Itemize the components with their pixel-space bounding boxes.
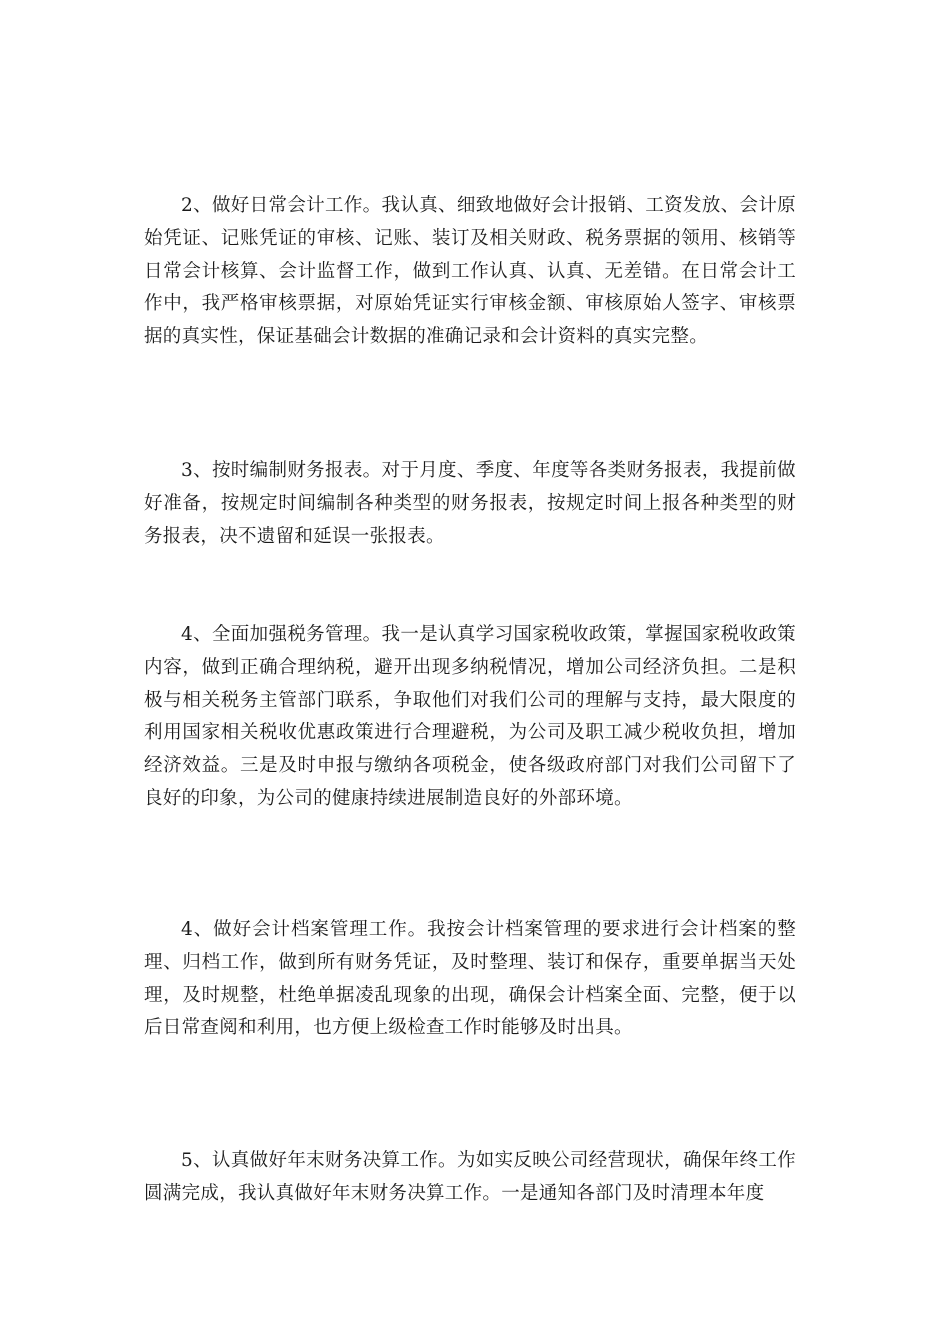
paragraph-daily-accounting: 2、做好日常会计工作。我认真、细致地做好会计报销、工资发放、会计原始凭证、记账凭证的审核、记账、装订及相关财政、税务票据的领用、核销等日常会计核算、会计监督工作，做到工作认真、认真、无差错。在日常会计工作中，我严格审核票据，对原始凭证实行审核金额、审核原始人签字、审核票据的真实性，保证基础会计数据的准确记录和会计资料的真实完整。 (144, 195, 796, 348)
paragraph-financial-statements: 3、按时编制财务报表。对于月度、季度、年度等各类财务报表，我提前做好准备，按规定时间编制各种类型的财务报表，按规定时间上报各种类型的财务报表，决不遗留和延误一张报表。 (144, 460, 796, 547)
paragraph-tax-management: 4、全面加强税务管理。我一是认真学习国家税收政策，掌握国家税收政策内容，做到正确合理纳税，避开出现多纳税情况，增加公司经济负担。二是积极与相关税务主管部门联系，争取他们对我们公司的理解与支持，最大限度的利用国家相关税收优惠政策进行合理避税，为公司及职工减少税收负担，增加经济效益。三是及时申报与缴纳各项税金，使各级政府部门对我们公司留下了良好的印象，为公司的健康持续进展制造良好的外部环境。 (144, 624, 796, 809)
paragraph-year-end-settlement: 5、认真做好年末财务决算工作。为如实反映公司经营现状，确保年终工作圆满完成，我认真做好年末财务决算工作。一是通知各部门及时清理本年度 (144, 1150, 796, 1204)
paragraph-archive-management: 4、做好会计档案管理工作。我按会计档案管理的要求进行会计档案的整理、归档工作，做到所有财务凭证，及时整理、装订和保存，重要单据当天处理，及时规整，杜绝单据凌乱现象的出现，确保会计档案全面、完整，便于以后日常查阅和利用，也方便上级检查工作时能够及时出具。 (144, 919, 796, 1039)
